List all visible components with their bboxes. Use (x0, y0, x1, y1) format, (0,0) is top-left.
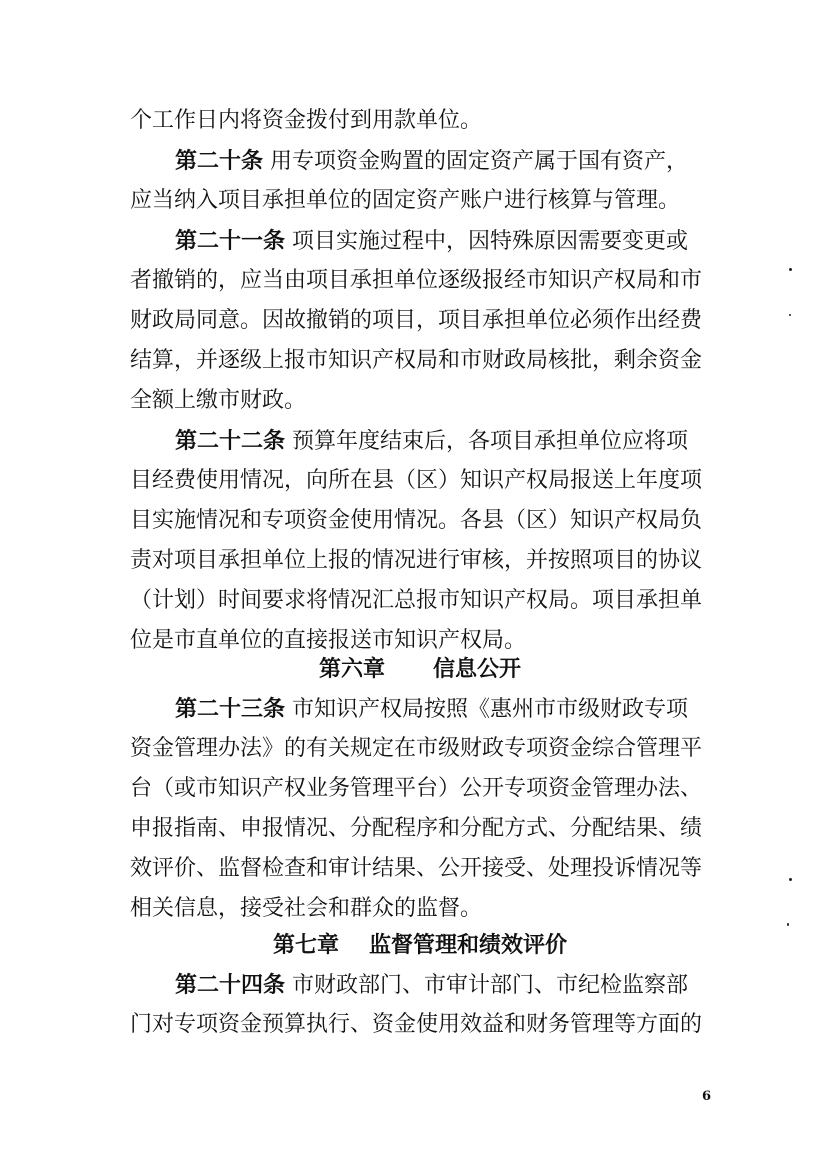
line-text: 门对专项资金预算执行、资金使用效益和财务管理等方面的 (130, 1012, 703, 1037)
article-heading-24: 第二十四条 (175, 972, 286, 998)
text-line (130, 541, 710, 581)
text-line (130, 341, 710, 381)
text-line (130, 1005, 710, 1045)
article-22-first-line (175, 421, 710, 461)
text-line (130, 381, 710, 421)
article-heading-20: 第二十条 (175, 148, 264, 174)
line-text: 资金管理办法》的有关规定在市级财政专项资金综合管理平 (130, 736, 703, 761)
line-text: 财政局同意。因故撤销的项目，项目承担单位必须作出经费 (130, 308, 703, 333)
line-text: 目经费使用情况，向所在县（区）知识产权局报送上年度项 (130, 468, 703, 493)
text-line (130, 849, 710, 889)
article-21-first-line (175, 221, 710, 261)
line-text: 个工作日内将资金拨付到用款单位。 (130, 108, 483, 133)
article-24-first-line (175, 965, 710, 1005)
article-20-first-line (175, 141, 710, 181)
line-text: 项目实施过程中，因特殊原因需要变更或 (292, 229, 689, 254)
text-line (130, 581, 710, 621)
text-line (130, 729, 710, 769)
text-line (130, 181, 710, 221)
text-line (130, 261, 710, 301)
page-number: 6 (702, 1089, 712, 1104)
line-text: 者撤销的，应当由项目承担单位逐级报经市知识产权局和市 (130, 268, 703, 293)
article-heading-21: 第二十一条 (175, 228, 286, 254)
text-line (130, 769, 710, 809)
scan-speck (789, 878, 792, 881)
article-23-first-line (175, 689, 710, 729)
text-line (130, 501, 710, 541)
article-heading-22: 第二十二条 (175, 428, 286, 454)
chapter-number: 第七章 (272, 932, 339, 958)
line-text: 台（或市知识产权业务管理平台）公开专项资金管理办法、 (130, 776, 703, 801)
line-text: 用专项资金购置的固定资产属于国有资产， (270, 149, 689, 174)
line-text: 责对项目承担单位上报的情况进行审核，并按照项目的协议 (130, 548, 703, 573)
text-line (130, 461, 710, 501)
text-line (130, 889, 710, 929)
text-line (130, 101, 710, 141)
line-text: 申报指南、申报情况、分配程序和分配方式、分配结果、绩 (130, 816, 703, 841)
text-line (130, 301, 710, 341)
scan-speck (789, 268, 792, 271)
line-text: 位是市直单位的直接报送市知识产权局。 (130, 628, 527, 653)
line-text: 市财政部门、市审计部门、市纪检监察部 (292, 973, 689, 998)
line-text: 预算年度结束后，各项目承担单位应将项 (292, 429, 689, 454)
scan-speck (789, 314, 791, 316)
chapter-7-heading (130, 925, 710, 965)
chapter-title: 监督管理和绩效评价 (369, 932, 568, 958)
line-text: 效评价、监督检查和审计结果、公开接受、处理投诉情况等 (130, 856, 703, 881)
line-text: 市知识产权局按照《惠州市市级财政专项 (292, 697, 689, 722)
line-text: 相关信息，接受社会和群众的监督。 (130, 896, 483, 921)
line-text: 目实施情况和专项资金使用情况。各县（区）知识产权局负 (130, 508, 703, 533)
line-text: 应当纳入项目承担单位的固定资产账户进行核算与管理。 (130, 188, 681, 213)
chapter-6-heading (130, 649, 710, 689)
line-text: 全额上缴市财政。 (130, 388, 307, 413)
chapter-number: 第六章 (318, 656, 385, 682)
text-line (130, 809, 710, 849)
article-heading-23: 第二十三条 (175, 696, 286, 722)
chapter-title: 信息公开 (433, 656, 522, 682)
line-text: 结算，并逐级上报市知识产权局和市财政局核批，剩余资金 (130, 348, 703, 373)
scan-speck (787, 923, 789, 926)
line-text: （计划）时间要求将情况汇总报市知识产权局。项目承担单 (130, 588, 703, 613)
